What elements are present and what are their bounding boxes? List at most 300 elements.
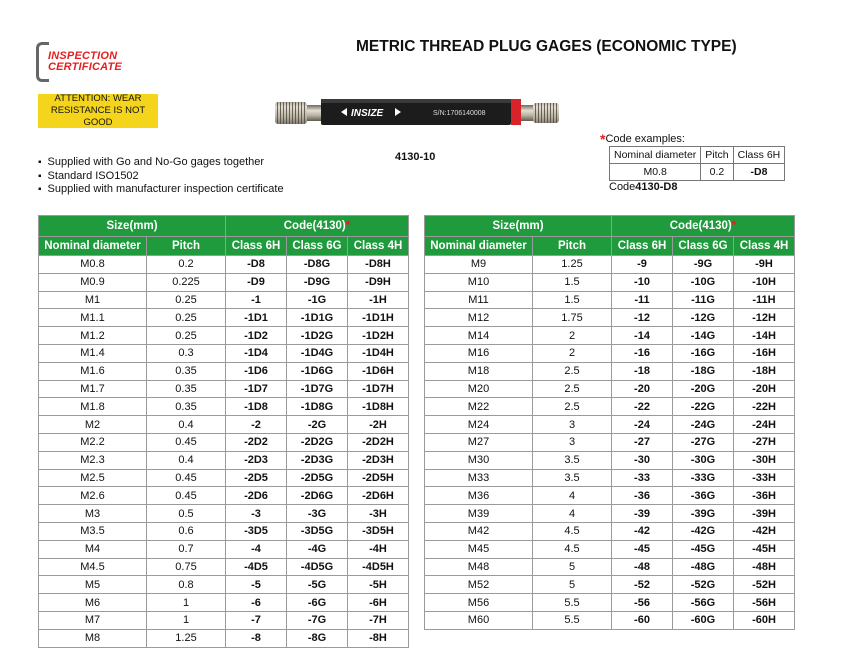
class-6h-code: -2D3 <box>226 451 287 469</box>
class-4h-code: -2D6H <box>348 487 409 505</box>
class-6h-code: -42 <box>612 522 673 540</box>
table-row <box>39 522 409 540</box>
class-4h-code: -39H <box>734 505 795 523</box>
nominal-diameter-cell: M27 <box>425 433 533 451</box>
class-6h-code: -12 <box>612 309 673 327</box>
nominal-diameter-cell: M4 <box>39 540 147 558</box>
nominal-diameter-cell: M1.2 <box>39 327 147 345</box>
class-6h-code: -1 <box>226 291 287 309</box>
class-6g-code: -7G <box>287 611 348 629</box>
class-6h-code: -7 <box>226 611 287 629</box>
table-row <box>425 291 795 309</box>
class-6h-code: -36 <box>612 487 673 505</box>
nominal-diameter-cell: M56 <box>425 594 533 612</box>
nominal-diameter-cell: M0.9 <box>39 273 147 291</box>
spec-table-left <box>38 215 409 648</box>
example-code: -D8 <box>733 164 785 181</box>
table-row <box>39 451 409 469</box>
pitch-cell: 0.25 <box>147 309 226 327</box>
code-example-table <box>609 146 785 181</box>
example-pitch: 0.2 <box>701 164 733 181</box>
class-6h-code: -39 <box>612 505 673 523</box>
class-4h-code: -16H <box>734 344 795 362</box>
nominal-diameter-cell: M24 <box>425 416 533 434</box>
table-row <box>425 611 795 629</box>
pitch-cell: 2.5 <box>533 398 612 416</box>
logo-text <box>48 51 122 73</box>
pitch-cell: 1.25 <box>147 629 226 647</box>
class-4h-code: -2D5H <box>348 469 409 487</box>
class-4h-code: -60H <box>734 611 795 629</box>
size-header: Size(mm) <box>39 216 226 237</box>
nominal-diameter-cell: M2.6 <box>39 487 147 505</box>
class-6h-code: -1D4 <box>226 344 287 362</box>
no-go-thread-end <box>533 103 559 123</box>
class-6h-code: -3 <box>226 505 287 523</box>
class-6g-code: -1D6G <box>287 362 348 380</box>
thread-plug-gage-image <box>273 95 563 129</box>
table-row <box>39 487 409 505</box>
class-6g-code: -18G <box>673 362 734 380</box>
table-row <box>39 540 409 558</box>
feature-item: ▪ Supplied with Go and No-Go gages together <box>38 156 284 170</box>
class-4h-code: -2D3H <box>348 451 409 469</box>
pitch-cell: 3.5 <box>533 451 612 469</box>
nominal-diameter-cell: M0.8 <box>39 256 147 274</box>
nominal-diameter-cell: M30 <box>425 451 533 469</box>
table-row <box>425 451 795 469</box>
col-class-6g: Class 6G <box>287 237 348 256</box>
class-6h-code: -24 <box>612 416 673 434</box>
col-pitch: Pitch <box>147 237 226 256</box>
class-6h-code: -33 <box>612 469 673 487</box>
table-row <box>39 505 409 523</box>
class-4h-code: -52H <box>734 576 795 594</box>
class-4h-code: -9H <box>734 256 795 274</box>
class-6g-code: -4G <box>287 540 348 558</box>
table-row <box>425 558 795 576</box>
pitch-cell: 3 <box>533 433 612 451</box>
code-header <box>226 216 409 237</box>
nominal-diameter-cell: M1.6 <box>39 362 147 380</box>
nominal-diameter-cell: M5 <box>39 576 147 594</box>
nominal-diameter-cell: M2 <box>39 416 147 434</box>
class-6h-code: -18 <box>612 362 673 380</box>
code-examples-label <box>600 131 685 147</box>
pitch-cell: 0.35 <box>147 398 226 416</box>
nominal-diameter-cell: M18 <box>425 362 533 380</box>
nominal-diameter-cell: M4.5 <box>39 558 147 576</box>
pitch-cell: 1.5 <box>533 273 612 291</box>
class-6g-code: -2D5G <box>287 469 348 487</box>
class-6g-code: -1D4G <box>287 344 348 362</box>
nominal-diameter-cell: M45 <box>425 540 533 558</box>
class-4h-code: -1D4H <box>348 344 409 362</box>
nominal-diameter-cell: M11 <box>425 291 533 309</box>
class-6g-code: -1D2G <box>287 327 348 345</box>
pitch-cell: 0.3 <box>147 344 226 362</box>
class-6g-code: -1D8G <box>287 398 348 416</box>
example-nominal: M0.8 <box>610 164 701 181</box>
table-row <box>425 273 795 291</box>
class-6h-code: -48 <box>612 558 673 576</box>
pitch-cell: 2 <box>533 344 612 362</box>
table-row <box>39 629 409 647</box>
class-4h-code: -24H <box>734 416 795 434</box>
table-row <box>39 469 409 487</box>
table-row <box>39 416 409 434</box>
attention-text: ATTENTION: WEAR RESISTANCE IS NOT GOOD <box>50 93 146 128</box>
asterisk-icon: * <box>731 220 737 232</box>
pitch-cell: 0.25 <box>147 327 226 345</box>
nominal-diameter-cell: M12 <box>425 309 533 327</box>
class-6h-code: -52 <box>612 576 673 594</box>
pitch-cell: 5 <box>533 558 612 576</box>
pitch-cell: 0.45 <box>147 433 226 451</box>
class-4h-code: -D8H <box>348 256 409 274</box>
attention-badge <box>38 94 158 128</box>
table-row <box>39 327 409 345</box>
class-6g-code: -2D2G <box>287 433 348 451</box>
class-6g-code: -52G <box>673 576 734 594</box>
pitch-cell: 3.5 <box>533 469 612 487</box>
class-4h-code: -22H <box>734 398 795 416</box>
no-go-red-band <box>511 99 521 125</box>
logo-line-2: CERTIFICATE <box>48 61 122 73</box>
table-row <box>425 487 795 505</box>
pitch-cell: 3 <box>533 416 612 434</box>
code-value: 4130-D8 <box>635 181 678 193</box>
class-6h-code: -27 <box>612 433 673 451</box>
class-4h-code: -6H <box>348 594 409 612</box>
example-header-pitch: Pitch <box>701 147 733 164</box>
nominal-diameter-cell: M3 <box>39 505 147 523</box>
table-row <box>425 309 795 327</box>
class-4h-code: -36H <box>734 487 795 505</box>
logo-line-1: INSPECTION <box>48 50 118 62</box>
pitch-cell: 2 <box>533 327 612 345</box>
nominal-diameter-cell: M52 <box>425 576 533 594</box>
pitch-cell: 0.5 <box>147 505 226 523</box>
class-4h-code: -30H <box>734 451 795 469</box>
brand-label: INSIZE <box>351 108 384 119</box>
class-6g-code: -14G <box>673 327 734 345</box>
class-4h-code: -2D2H <box>348 433 409 451</box>
class-6h-code: -56 <box>612 594 673 612</box>
table-row <box>39 398 409 416</box>
code-header-text: Code(4130) <box>669 220 732 232</box>
table-row <box>39 611 409 629</box>
class-6h-code: -30 <box>612 451 673 469</box>
code-prefix: Code <box>609 181 636 193</box>
pitch-cell: 0.35 <box>147 362 226 380</box>
nominal-diameter-cell: M6 <box>39 594 147 612</box>
class-4h-code: -10H <box>734 273 795 291</box>
class-6h-code: -1D8 <box>226 398 287 416</box>
class-6g-code: -1D7G <box>287 380 348 398</box>
size-header: Size(mm) <box>425 216 612 237</box>
class-4h-code: -1H <box>348 291 409 309</box>
class-6h-code: -D9 <box>226 273 287 291</box>
table-row <box>39 558 409 576</box>
nominal-diameter-cell: M1.1 <box>39 309 147 327</box>
class-6g-code: -33G <box>673 469 734 487</box>
table-row <box>425 416 795 434</box>
table-row <box>425 256 795 274</box>
nominal-diameter-cell: M1.8 <box>39 398 147 416</box>
class-6g-code: -60G <box>673 611 734 629</box>
class-4h-code: -27H <box>734 433 795 451</box>
pitch-cell: 0.6 <box>147 522 226 540</box>
pitch-cell: 0.4 <box>147 416 226 434</box>
pitch-cell: 0.75 <box>147 558 226 576</box>
pitch-cell: 0.225 <box>147 273 226 291</box>
class-4h-code: -20H <box>734 380 795 398</box>
class-6g-code: -D9G <box>287 273 348 291</box>
table-row <box>425 505 795 523</box>
col-class-6g: Class 6G <box>673 237 734 256</box>
class-6g-code: -48G <box>673 558 734 576</box>
class-6h-code: -20 <box>612 380 673 398</box>
class-6h-code: -9 <box>612 256 673 274</box>
pitch-cell: 0.35 <box>147 380 226 398</box>
pitch-cell: 5.5 <box>533 594 612 612</box>
class-4h-code: -1D1H <box>348 309 409 327</box>
pitch-cell: 1 <box>147 594 226 612</box>
class-6g-code: -1G <box>287 291 348 309</box>
col-class-6h: Class 6H <box>226 237 287 256</box>
class-6g-code: -24G <box>673 416 734 434</box>
class-6h-code: -10 <box>612 273 673 291</box>
class-4h-code: -33H <box>734 469 795 487</box>
class-4h-code: -11H <box>734 291 795 309</box>
class-6h-code: -D8 <box>226 256 287 274</box>
col-nominal-diameter: Nominal diameter <box>425 237 533 256</box>
class-6g-code: -30G <box>673 451 734 469</box>
class-6g-code: -42G <box>673 522 734 540</box>
nominal-diameter-cell: M16 <box>425 344 533 362</box>
table-row <box>425 522 795 540</box>
class-4h-code: -4H <box>348 540 409 558</box>
example-header-class: Class 6H <box>733 147 785 164</box>
class-4h-code: -48H <box>734 558 795 576</box>
class-6g-code: -27G <box>673 433 734 451</box>
class-6g-code: -16G <box>673 344 734 362</box>
pitch-cell: 0.2 <box>147 256 226 274</box>
class-6h-code: -4D5 <box>226 558 287 576</box>
class-6h-code: -60 <box>612 611 673 629</box>
class-4h-code: -5H <box>348 576 409 594</box>
pitch-cell: 4 <box>533 505 612 523</box>
pitch-cell: 0.25 <box>147 291 226 309</box>
class-6g-code: -45G <box>673 540 734 558</box>
class-4h-code: -2H <box>348 416 409 434</box>
table-row <box>39 433 409 451</box>
class-6h-code: -2D5 <box>226 469 287 487</box>
pitch-cell: 1.5 <box>533 291 612 309</box>
class-6g-code: -2G <box>287 416 348 434</box>
nominal-diameter-cell: M36 <box>425 487 533 505</box>
col-class-4h: Class 4H <box>734 237 795 256</box>
table-row <box>39 256 409 274</box>
class-6h-code: -6 <box>226 594 287 612</box>
code-header <box>612 216 795 237</box>
table-row <box>39 380 409 398</box>
class-6h-code: -45 <box>612 540 673 558</box>
class-6h-code: -1D7 <box>226 380 287 398</box>
class-6g-code: -39G <box>673 505 734 523</box>
class-4h-code: -1D7H <box>348 380 409 398</box>
class-6h-code: -1D6 <box>226 362 287 380</box>
class-4h-code: -D9H <box>348 273 409 291</box>
page-title: METRIC THREAD PLUG GAGES (ECONOMIC TYPE) <box>356 38 737 55</box>
table-row <box>425 540 795 558</box>
class-6g-code: -12G <box>673 309 734 327</box>
col-class-4h: Class 4H <box>348 237 409 256</box>
nominal-diameter-cell: M14 <box>425 327 533 345</box>
col-class-6h: Class 6H <box>612 237 673 256</box>
table-row <box>425 327 795 345</box>
class-6g-code: -22G <box>673 398 734 416</box>
pitch-cell: 4.5 <box>533 522 612 540</box>
table-row <box>425 576 795 594</box>
nominal-diameter-cell: M9 <box>425 256 533 274</box>
class-6h-code: -14 <box>612 327 673 345</box>
nominal-diameter-cell: M7 <box>39 611 147 629</box>
class-6g-code: -3G <box>287 505 348 523</box>
col-nominal-diameter: Nominal diameter <box>39 237 147 256</box>
class-6h-code: -11 <box>612 291 673 309</box>
nominal-diameter-cell: M8 <box>39 629 147 647</box>
class-4h-code: -18H <box>734 362 795 380</box>
spec-rows-right <box>425 256 795 630</box>
table-row <box>425 380 795 398</box>
nominal-diameter-cell: M33 <box>425 469 533 487</box>
class-6g-code: -11G <box>673 291 734 309</box>
example-header-nominal: Nominal diameter <box>610 147 701 164</box>
class-6g-code: -9G <box>673 256 734 274</box>
pitch-cell: 1 <box>147 611 226 629</box>
table-row <box>39 291 409 309</box>
inspection-certificate-logo <box>36 42 148 78</box>
class-4h-code: -1D2H <box>348 327 409 345</box>
class-4h-code: -1D8H <box>348 398 409 416</box>
model-number: 4130-10 <box>395 151 436 163</box>
class-6h-code: -1D2 <box>226 327 287 345</box>
nominal-diameter-cell: M39 <box>425 505 533 523</box>
pitch-cell: 0.45 <box>147 469 226 487</box>
table-row <box>39 344 409 362</box>
class-6g-code: -4D5G <box>287 558 348 576</box>
asterisk-icon: * <box>345 220 351 232</box>
nominal-diameter-cell: M2.5 <box>39 469 147 487</box>
class-6h-code: -1D1 <box>226 309 287 327</box>
nominal-diameter-cell: M42 <box>425 522 533 540</box>
pitch-cell: 1.25 <box>533 256 612 274</box>
nominal-diameter-cell: M1.7 <box>39 380 147 398</box>
pitch-cell: 1.75 <box>533 309 612 327</box>
example-full-code <box>609 181 678 193</box>
pitch-cell: 0.45 <box>147 487 226 505</box>
pitch-cell: 4.5 <box>533 540 612 558</box>
pitch-cell: 2.5 <box>533 362 612 380</box>
class-4h-code: -1D6H <box>348 362 409 380</box>
nominal-diameter-cell: M48 <box>425 558 533 576</box>
class-4h-code: -12H <box>734 309 795 327</box>
nominal-diameter-cell: M2.3 <box>39 451 147 469</box>
class-6g-code: -36G <box>673 487 734 505</box>
nominal-diameter-cell: M1 <box>39 291 147 309</box>
class-4h-code: -3H <box>348 505 409 523</box>
spec-rows-left <box>39 256 409 648</box>
class-4h-code: -56H <box>734 594 795 612</box>
class-6h-code: -2D6 <box>226 487 287 505</box>
nominal-diameter-cell: M3.5 <box>39 522 147 540</box>
table-row <box>39 309 409 327</box>
class-6h-code: -5 <box>226 576 287 594</box>
pitch-cell: 5.5 <box>533 611 612 629</box>
spec-table-right <box>424 215 795 630</box>
table-row <box>39 362 409 380</box>
class-6g-code: -D8G <box>287 256 348 274</box>
class-6g-code: -8G <box>287 629 348 647</box>
pitch-cell: 0.8 <box>147 576 226 594</box>
feature-item: ▪ Supplied with manufacturer inspection certificate <box>38 183 284 197</box>
class-4h-code: -8H <box>348 629 409 647</box>
col-pitch: Pitch <box>533 237 612 256</box>
class-6h-code: -16 <box>612 344 673 362</box>
pitch-cell: 0.7 <box>147 540 226 558</box>
pitch-cell: 4 <box>533 487 612 505</box>
class-4h-code: -7H <box>348 611 409 629</box>
pitch-cell: 2.5 <box>533 380 612 398</box>
code-header-text: Code(4130) <box>283 220 346 232</box>
table-row <box>39 273 409 291</box>
pitch-cell: 5 <box>533 576 612 594</box>
table-row <box>425 469 795 487</box>
class-4h-code: -4D5H <box>348 558 409 576</box>
nominal-diameter-cell: M10 <box>425 273 533 291</box>
pitch-cell: 0.4 <box>147 451 226 469</box>
table-row <box>425 594 795 612</box>
class-4h-code: -14H <box>734 327 795 345</box>
nominal-diameter-cell: M22 <box>425 398 533 416</box>
class-6g-code: -2D6G <box>287 487 348 505</box>
class-4h-code: -45H <box>734 540 795 558</box>
class-6h-code: -8 <box>226 629 287 647</box>
table-row <box>425 344 795 362</box>
code-examples-text: Code examples: <box>605 133 685 145</box>
class-6h-code: -2D2 <box>226 433 287 451</box>
class-6g-code: -10G <box>673 273 734 291</box>
table-row <box>39 576 409 594</box>
class-6g-code: -2D3G <box>287 451 348 469</box>
class-6h-code: -2 <box>226 416 287 434</box>
class-6h-code: -3D5 <box>226 522 287 540</box>
serial-number: S/N:1706140008 <box>433 110 486 117</box>
class-6g-code: -3D5G <box>287 522 348 540</box>
class-6h-code: -4 <box>226 540 287 558</box>
class-4h-code: -42H <box>734 522 795 540</box>
table-row <box>39 594 409 612</box>
table-row <box>425 398 795 416</box>
class-4h-code: -3D5H <box>348 522 409 540</box>
class-6g-code: -56G <box>673 594 734 612</box>
asterisk-icon: * <box>600 131 606 147</box>
nominal-diameter-cell: M60 <box>425 611 533 629</box>
feature-list <box>38 156 284 197</box>
table-row <box>425 362 795 380</box>
